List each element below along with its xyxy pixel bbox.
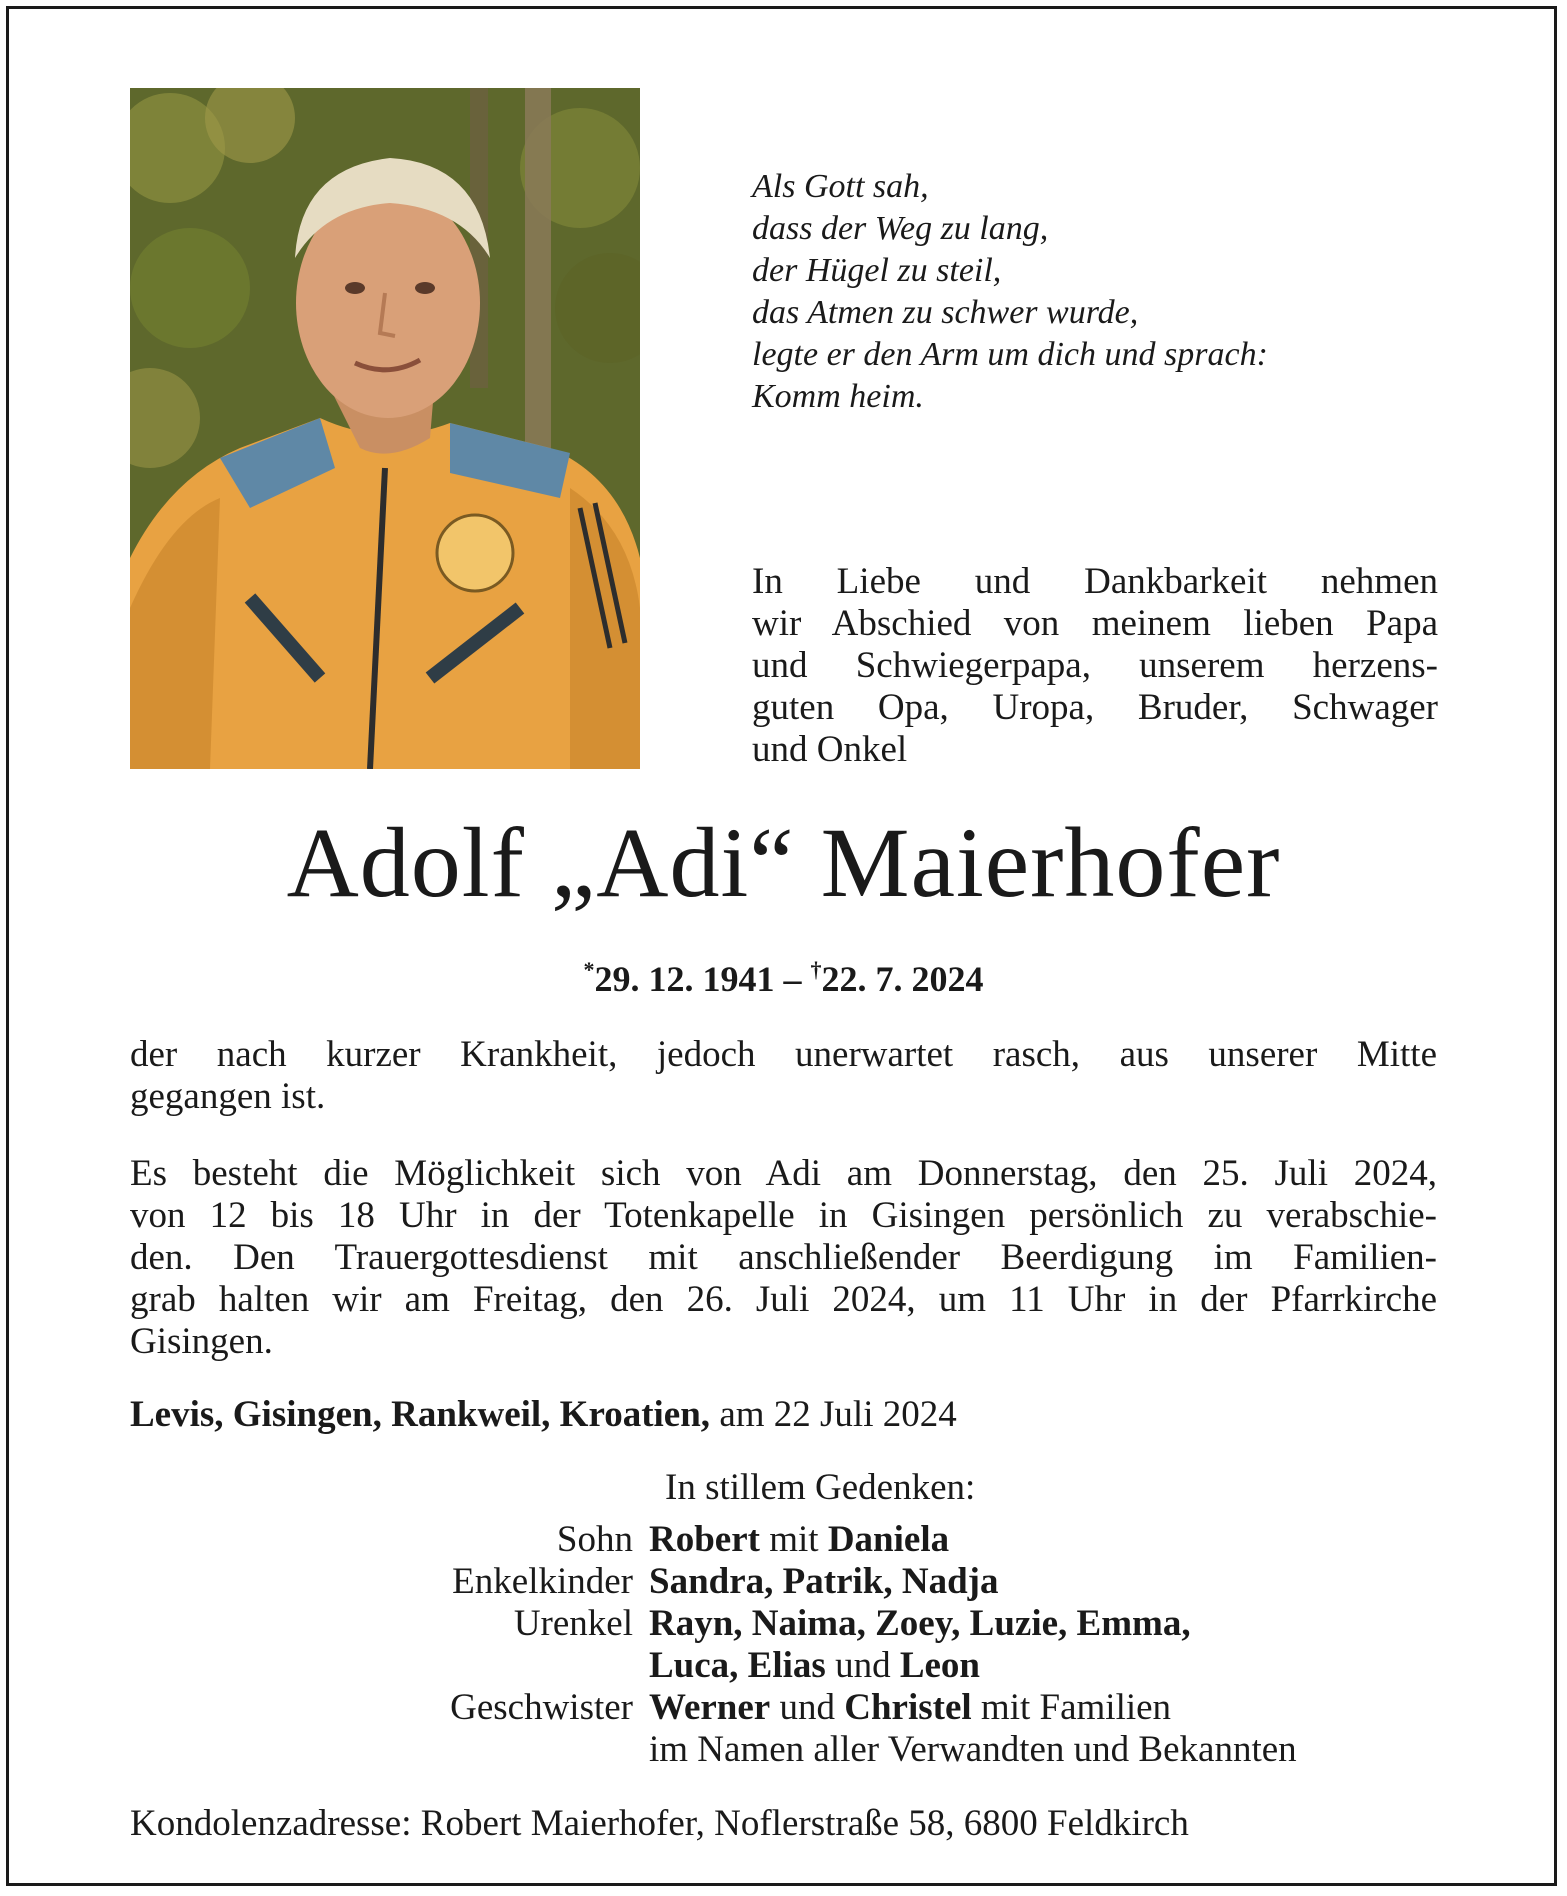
connector: mit <box>769 1519 819 1560</box>
mourner-name: Robert <box>649 1519 760 1560</box>
condolence-address: Kondolenzadresse: Robert Maierhofer, Noflerstraße 58, 6800 Feldkirch <box>130 1803 1189 1844</box>
place-names: Levis, Gisingen, Rankweil, Kroatien, <box>130 1394 711 1435</box>
mourner-name: Werner <box>649 1687 771 1728</box>
birth-symbol: * <box>583 957 595 982</box>
death-date: 22. 7. 2024 <box>821 959 984 999</box>
relation-label: Sohn <box>556 1519 633 1560</box>
mourner-row-grandchildren <box>300 1561 1450 1603</box>
paragraph-line: den. Den Trauergottesdienst mit anschließender Beerdigung im Familien- <box>130 1237 1437 1278</box>
poem-line: Als Gott sah, <box>752 168 929 205</box>
connector: mit Familien <box>980 1687 1172 1728</box>
life-dates <box>0 948 1567 1001</box>
mourner-name: Christel <box>844 1687 972 1728</box>
poem-line: das Atmen zu schwer wurde, <box>752 294 1139 331</box>
mourners-list <box>300 1519 1450 1771</box>
notice-date: am 22 Juli 2024 <box>719 1394 957 1435</box>
relation-label: Urenkel <box>513 1603 633 1644</box>
relation-label-empty <box>300 1729 649 1771</box>
mourner-name: Luca, Elias <box>649 1645 826 1686</box>
relation-label-empty <box>300 1645 649 1687</box>
mourner-row-siblings <box>300 1687 1450 1729</box>
poem <box>752 166 1472 418</box>
intro-line: wir Abschied von meinem lieben Papa <box>752 603 1438 644</box>
poem-line: der Hügel zu steil, <box>752 252 1002 289</box>
intro-line: und Schwiegerpapa, unserem herzens- <box>752 645 1438 686</box>
portrait-photo <box>130 88 640 769</box>
mourner-name: Rayn, Naima, Zoey, Luzie, Emma, <box>649 1603 1191 1644</box>
paragraph-line: Es besteht die Möglichkeit sich von Adi am Donnerstag, den 25. Juli 2024, <box>130 1153 1437 1194</box>
relation-names <box>649 1687 1171 1729</box>
closing-line: im Namen aller Verwandten und Bekannten <box>649 1729 1297 1770</box>
birth-date: 29. 12. 1941 <box>594 959 775 999</box>
mourner-row-son <box>300 1519 1450 1561</box>
poem-line: Komm heim. <box>752 378 924 415</box>
paragraph-funeral-details <box>130 1153 1437 1363</box>
date-separator: – <box>783 959 802 999</box>
mourner-row-greatgrandchildren-cont <box>300 1645 1450 1687</box>
poem-line: legte er den Arm um dich und sprach: <box>752 336 1268 373</box>
paragraph-line: von 12 bis 18 Uhr in der Totenkapelle in Gisingen persönlich zu verabschie- <box>130 1195 1437 1236</box>
death-symbol: † <box>810 957 822 982</box>
place-and-date <box>130 1394 957 1436</box>
relation-names <box>649 1561 998 1603</box>
connector: und <box>835 1645 891 1686</box>
paragraph-passing <box>130 1034 1437 1118</box>
deceased-name: Adolf „Adi“ Maierhofer <box>286 807 1281 918</box>
relation-names <box>649 1603 1191 1645</box>
mourner-name: Daniela <box>827 1519 950 1560</box>
mourner-row-greatgrandchildren <box>300 1603 1450 1645</box>
relation-names <box>649 1519 949 1561</box>
intro-text <box>752 561 1438 771</box>
connector: und <box>779 1687 835 1728</box>
intro-line: In Liebe und Dankbarkeit nehmen <box>752 561 1438 602</box>
intro-line: guten Opa, Uropa, Bruder, Schwager <box>752 687 1438 728</box>
paragraph-line: gegangen ist. <box>130 1076 326 1117</box>
mourner-name: Sandra, Patrik, Nadja <box>649 1561 999 1602</box>
mourner-row-closing <box>300 1729 1450 1771</box>
portrait-illustration <box>130 88 640 769</box>
paragraph-line: der nach kurzer Krankheit, jedoch unerwartet rasch, aus unserer Mitte <box>130 1034 1437 1075</box>
relation-label: Geschwister <box>450 1687 633 1728</box>
paragraph-line: grab halten wir am Freitag, den 26. Juli 2024, um 11 Uhr in der Pfarrkirche <box>130 1279 1437 1320</box>
relation-names <box>649 1645 980 1687</box>
intro-line: und Onkel <box>752 729 908 770</box>
relation-label: Enkelkinder <box>452 1561 633 1602</box>
mourner-name: Leon <box>899 1645 981 1686</box>
mourners-heading: In stillem Gedenken: <box>665 1467 976 1508</box>
paragraph-line: Gisingen. <box>130 1321 273 1362</box>
poem-line: dass der Weg zu lang, <box>752 210 1049 247</box>
